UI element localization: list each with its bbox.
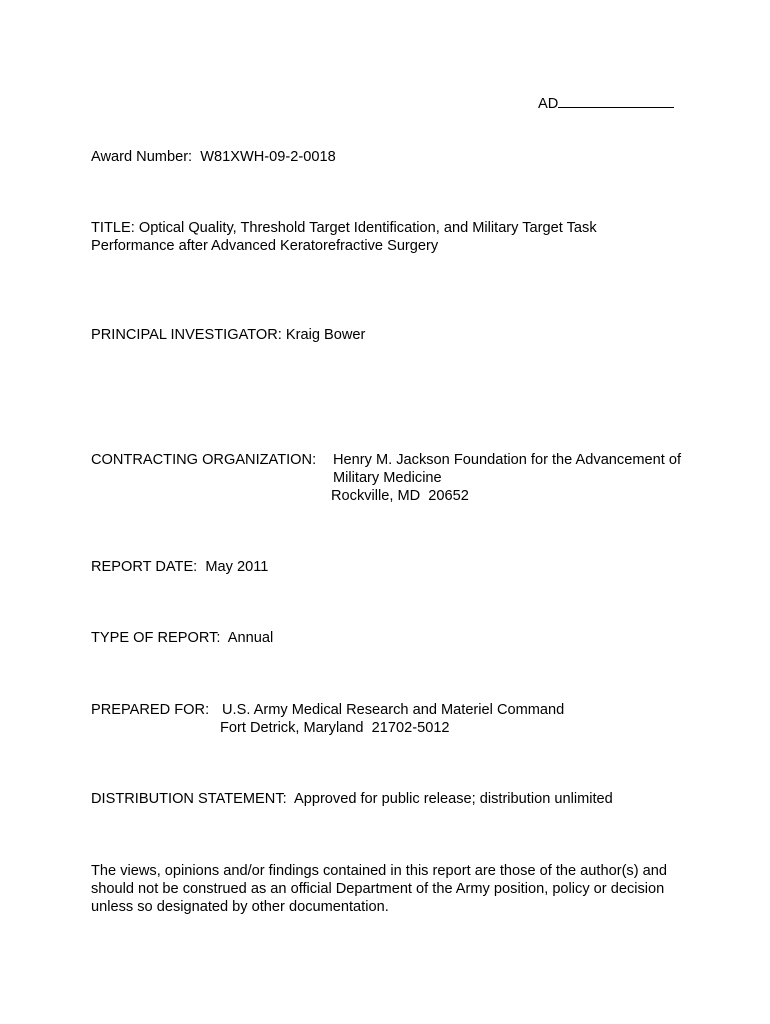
disclaimer-line-1: The views, opinions and/or findings contained in this report are those of the author(s) and	[91, 863, 667, 879]
contracting-organization-line-3: Rockville, MD 20652	[331, 488, 469, 504]
contracting-organization-line-1: Henry M. Jackson Foundation for the Advancement of	[333, 452, 682, 468]
disclaimer-line-2: should not be construed as an official Department of the Army position, policy or decision	[91, 881, 665, 897]
principal-investigator: PRINCIPAL INVESTIGATOR: Kraig Bower	[91, 327, 366, 343]
prepared-for-line-2: Fort Detrick, Maryland 21702-5012	[220, 720, 450, 736]
ad-label: AD	[538, 96, 559, 112]
title-line-2: Performance after Advanced Keratorefractive Surgery	[91, 238, 439, 254]
prepared-for-label: PREPARED FOR:	[91, 702, 210, 718]
prepared-for-line-1: U.S. Army Medical Research and Materiel Command	[222, 702, 565, 718]
award-number-label: Award Number:	[91, 149, 193, 165]
report-type: TYPE OF REPORT: Annual	[91, 630, 274, 646]
disclaimer-line-3: unless so designated by other documentation.	[91, 899, 389, 915]
contracting-organization-line-2: Military Medicine	[333, 470, 442, 486]
title-line-1: TITLE: Optical Quality, Threshold Target Identification, and Military Target Task	[91, 220, 597, 236]
ad-field	[538, 93, 674, 113]
distribution-statement: DISTRIBUTION STATEMENT: Approved for public release; distribution unlimited	[91, 791, 613, 807]
ad-blank-line	[558, 93, 674, 108]
contracting-organization-label: CONTRACTING ORGANIZATION:	[91, 452, 317, 468]
award-number-line	[91, 148, 336, 166]
award-number-value: W81XWH-09-2-0018	[200, 149, 336, 165]
report-date: REPORT DATE: May 2011	[91, 559, 269, 575]
